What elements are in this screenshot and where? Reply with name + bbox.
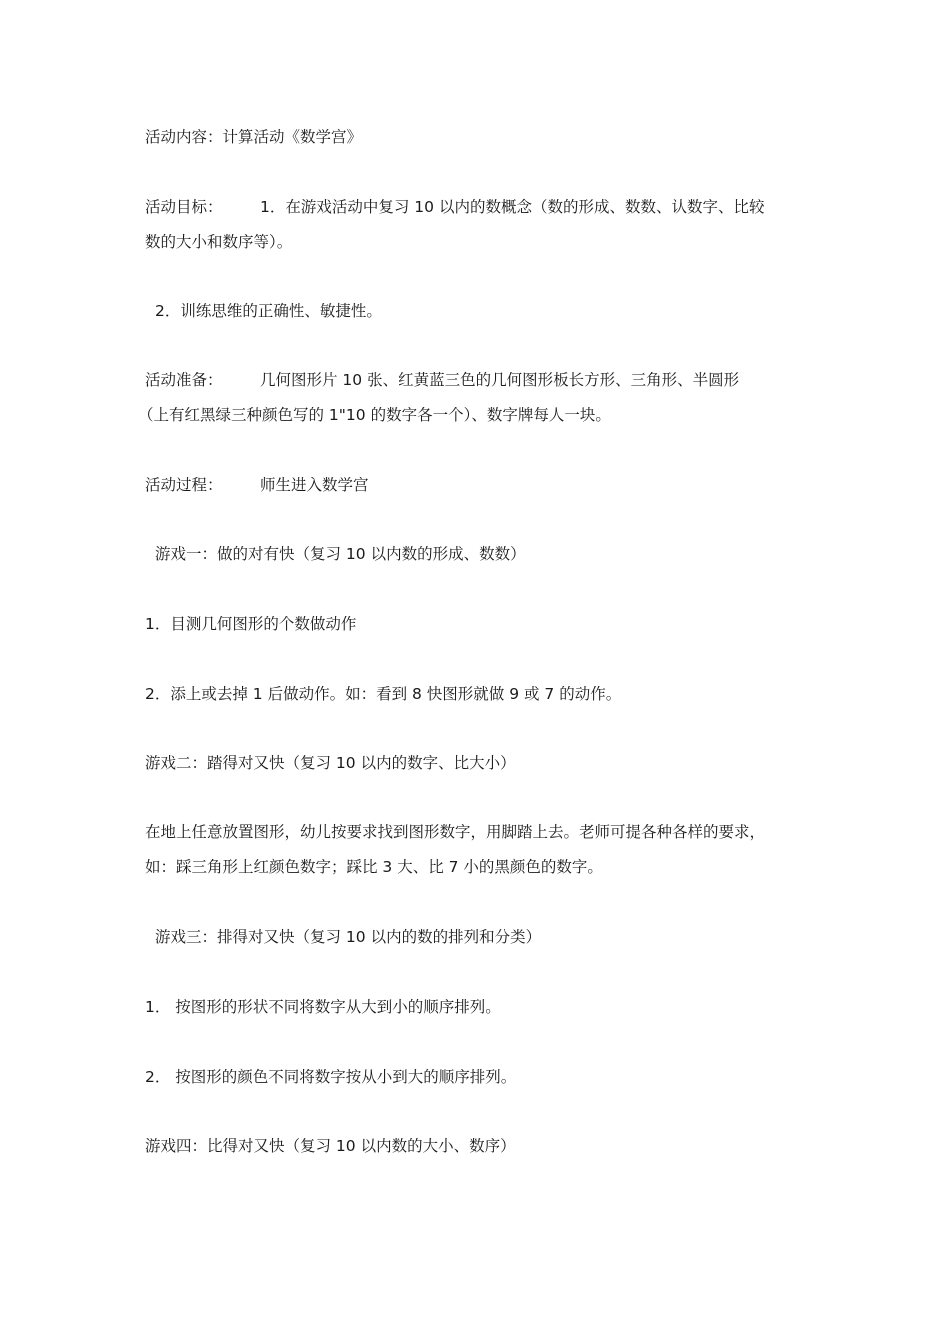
game2-desc-line1: 在地上任意放置图形，幼儿按要求找到图形数字，用脚踏上去。老师可提各种各样的要求， — [145, 823, 766, 841]
activity-preparation-line1: 几何图形片 10 张、红黄蓝三色的几何图形板长方形、三角形、半圆形 — [260, 371, 740, 389]
game1-step2: 2．添上或去掉 1 后做动作。如：看到 8 快图形就做 9 或 7 的动作。 — [145, 685, 622, 703]
activity-process-text: 师生进入数学宫 — [260, 476, 369, 494]
activity-content-text: 计算活动《数学宫》 — [222, 128, 363, 146]
activity-goals-item1-line1: 1．在游戏活动中复习 10 以内的数概念（数的形成、数数、认数字、比较 — [260, 198, 765, 216]
activity-preparation-line2: （上有红黑绿三种颜色写的 1"10 的数字各一个）、数字牌每人一块。 — [138, 406, 611, 424]
activity-process-label: 活动过程： — [145, 476, 223, 494]
game3-step1: 1． 按图形的形状不同将数字从大到小的顺序排列。 — [145, 998, 501, 1016]
game2-desc-line2: 如：踩三角形上红颜色数字；踩比 3 大、比 7 小的黑颜色的数字。 — [145, 858, 603, 876]
activity-preparation-label: 活动准备： — [145, 371, 223, 389]
activity-goals-label: 活动目标： — [145, 198, 223, 216]
game4-title: 游戏四：比得对又快（复习 10 以内数的大小、数序） — [145, 1137, 516, 1155]
game1-title: 游戏一：做的对有快（复习 10 以内数的形成、数数） — [155, 545, 526, 563]
activity-content-line — [145, 127, 362, 147]
activity-content-label: 活动内容： — [145, 128, 223, 146]
activity-goals-item1-line2: 数的大小和数序等）。 — [145, 233, 293, 251]
activity-goals-item2: 2．训练思维的正确性、敏捷性。 — [155, 302, 382, 320]
game3-step2: 2． 按图形的颜色不同将数字按从小到大的顺序排列。 — [145, 1068, 517, 1086]
game3-title: 游戏三：排得对又快（复习 10 以内的数的排列和分类） — [155, 928, 542, 946]
activity-process-line — [145, 475, 369, 495]
game1-step1: 1．目测几何图形的个数做动作 — [145, 615, 357, 633]
game2-title: 游戏二：踏得对又快（复习 10 以内的数字、比大小） — [145, 754, 516, 772]
activity-goals-line — [145, 197, 764, 217]
activity-preparation-line — [145, 370, 739, 390]
